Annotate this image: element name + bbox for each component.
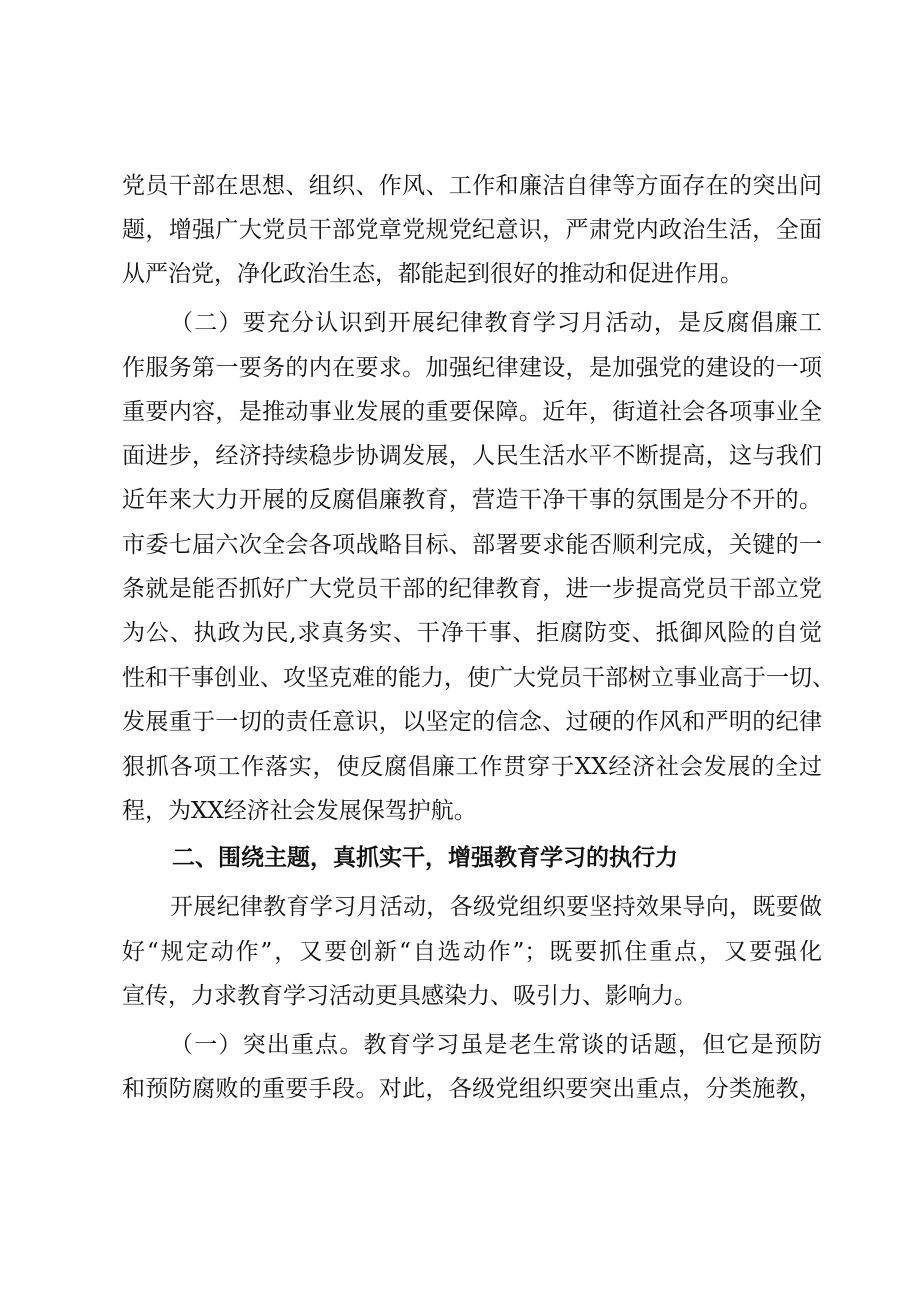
paragraph-b-line-8: 为公、执政为民,求真务实、干净干事、拒腐防变、抵御风险的自觉 [122, 620, 822, 646]
paragraph-b-line-2: 作服务第一要务的内在要求。加强纪律建设，是加强党的建设的一项 [122, 355, 822, 381]
paragraph-d-line-1: （一）突出重点。教育学习虽是老生常谈的话题，但它是预防 [170, 1032, 822, 1058]
paragraph-a-line-1: 党员干部在思想、组织、作风、工作和廉洁自律等方面存在的突出问 [122, 173, 822, 199]
paragraph-b-line-10: 发展重于一切的责任意识，以坚定的信念、过硬的作风和严明的纪律 [122, 709, 822, 735]
paragraph-b-line-7: 条就是能否抓好广大党员干部的纪律教育，进一步提高党员干部立党 [122, 576, 822, 602]
section-heading-2: 二、围绕主题，真抓实干，增强教育学习的执行力 [172, 845, 678, 871]
paragraph-b-line-4: 面进步，经济持续稳步协调发展，人民生活水平不断提高，这与我们 [122, 443, 822, 469]
paragraph-b-line-9: 性和干事创业、攻坚克难的能力，使广大党员干部树立事业高于一切、 [122, 665, 835, 691]
paragraph-b-line-6: 市委七届六次全会各项战略目标、部署要求能否顺利完成，关键的一 [122, 532, 822, 558]
paragraph-a-line-2: 题，增强广大党员干部党章党规党纪意识，严肃党内政治生活，全面 [122, 217, 822, 243]
paragraph-b-line-11: 狠抓各项工作落实，使反腐倡廉工作贯穿于XX经济社会发展的全过 [122, 754, 822, 780]
paragraph-b-line-1: （二）要充分认识到开展纪律教育学习月活动，是反腐倡廉工 [170, 310, 822, 336]
paragraph-c-line-3: 宣传，力求教育学习活动更具感染力、吸引力、影响力。 [122, 983, 697, 1009]
paragraph-a-line-3: 从严治党，净化政治生态，都能起到很好的推动和促进作用。 [122, 261, 743, 287]
paragraph-d-line-2: 和预防腐败的重要手段。对此，各级党组织要突出重点，分类施教， [122, 1076, 822, 1102]
paragraph-c-line-1: 开展纪律教育学习月活动，各级党组织要坚持效果导向，既要做 [170, 894, 822, 920]
paragraph-c-line-2: 好“规定动作”，又要创新“自选动作”；既要抓住重点，又要强化 [122, 939, 822, 965]
paragraph-b-line-3: 重要内容，是推动事业发展的重要保障。近年，街道社会各项事业全 [122, 399, 822, 425]
paragraph-b-line-12: 程，为XX经济社会发展保驾护航。 [122, 798, 477, 824]
paragraph-b-line-5: 近年来大力开展的反腐倡廉教育，营造干净干事的氛围是分不开的。 [122, 487, 822, 513]
